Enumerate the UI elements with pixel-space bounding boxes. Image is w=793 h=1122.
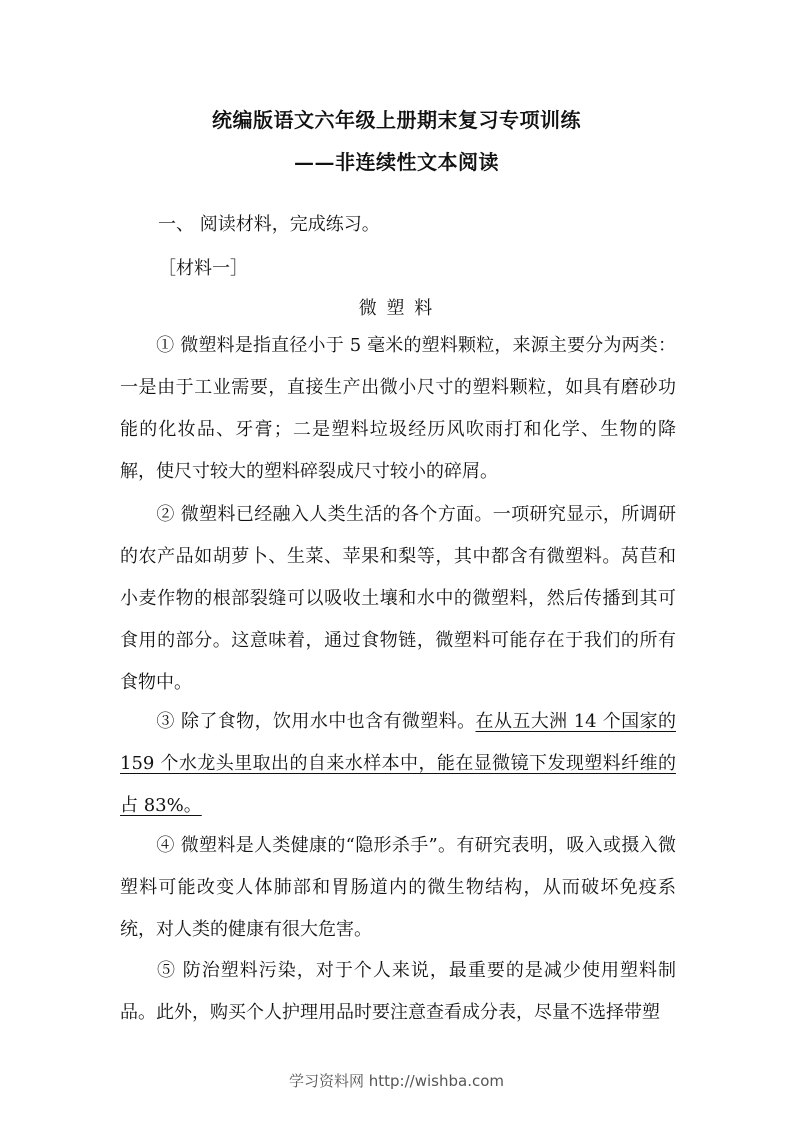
paragraph-1 — [120, 325, 676, 493]
paragraph-2 — [120, 494, 676, 704]
document-subtitle: ——非连续性文本阅读 — [294, 150, 499, 174]
article-title: 微 塑 料 — [358, 298, 435, 319]
material-label: ［材料一］ — [158, 258, 248, 279]
paragraph-5 — [120, 950, 676, 1034]
paragraph-3-text: ③ 除了食物，饮用水中也含有微塑料。 — [156, 711, 476, 732]
paragraph-2-text: ② 微塑料已经融入人类生活的各个方面。一项研究显示，所调研的农产品如胡萝卜、生菜、苹果和梨等，其中都含有微塑料。莴苣和小麦作物的根部裂缝可以吸收土壤和水中的微塑料，然后传播到其可食用的部分。这意味着，通过食物链，微塑料可能存在于我们的所有食物中。 — [120, 504, 676, 693]
paragraph-3-underlined: 在从五大洲 14 个国家的 159 个水龙头里取出的自来水样本中，能在显微镜下发现塑料纤维的占 83%。 — [120, 711, 676, 816]
paragraph-4-text: ④ 微塑料是人类健康的“隐形杀手”。有研究表明，吸入或摄入微塑料可能改变人体肺部和胃肠道内的微生物结构，从而破坏免疫系统，对人类的健康有很大危害。 — [120, 835, 676, 940]
paragraph-3 — [120, 701, 676, 827]
document-title: 统编版语文六年级上册期末复习专项训练 — [212, 108, 581, 132]
section-heading: 一、 阅读材料，完成练习。 — [158, 214, 380, 235]
paragraph-4 — [120, 825, 676, 951]
footer-watermark: 学习资料网 http://wishba.com — [289, 1072, 504, 1090]
paragraph-1-text: ① 微塑料是指直径小于 5 毫米的塑料颗粒，来源主要分为两类：一是由于工业需要，直接生产出微小尺寸的塑料颗粒，如具有磨砂功能的化妆品、牙膏；二是塑料垃圾经历风吹雨打和化学、生物的降解，使尺寸较大的塑料碎裂成尺寸较小的碎屑。 — [120, 335, 676, 482]
paragraph-5-text: ⑤ 防治塑料污染，对于个人来说，最重要的是减少使用塑料制品。此外，购买个人护理用品时要注意查看成分表，尽量不选择带塑 — [120, 960, 676, 1023]
